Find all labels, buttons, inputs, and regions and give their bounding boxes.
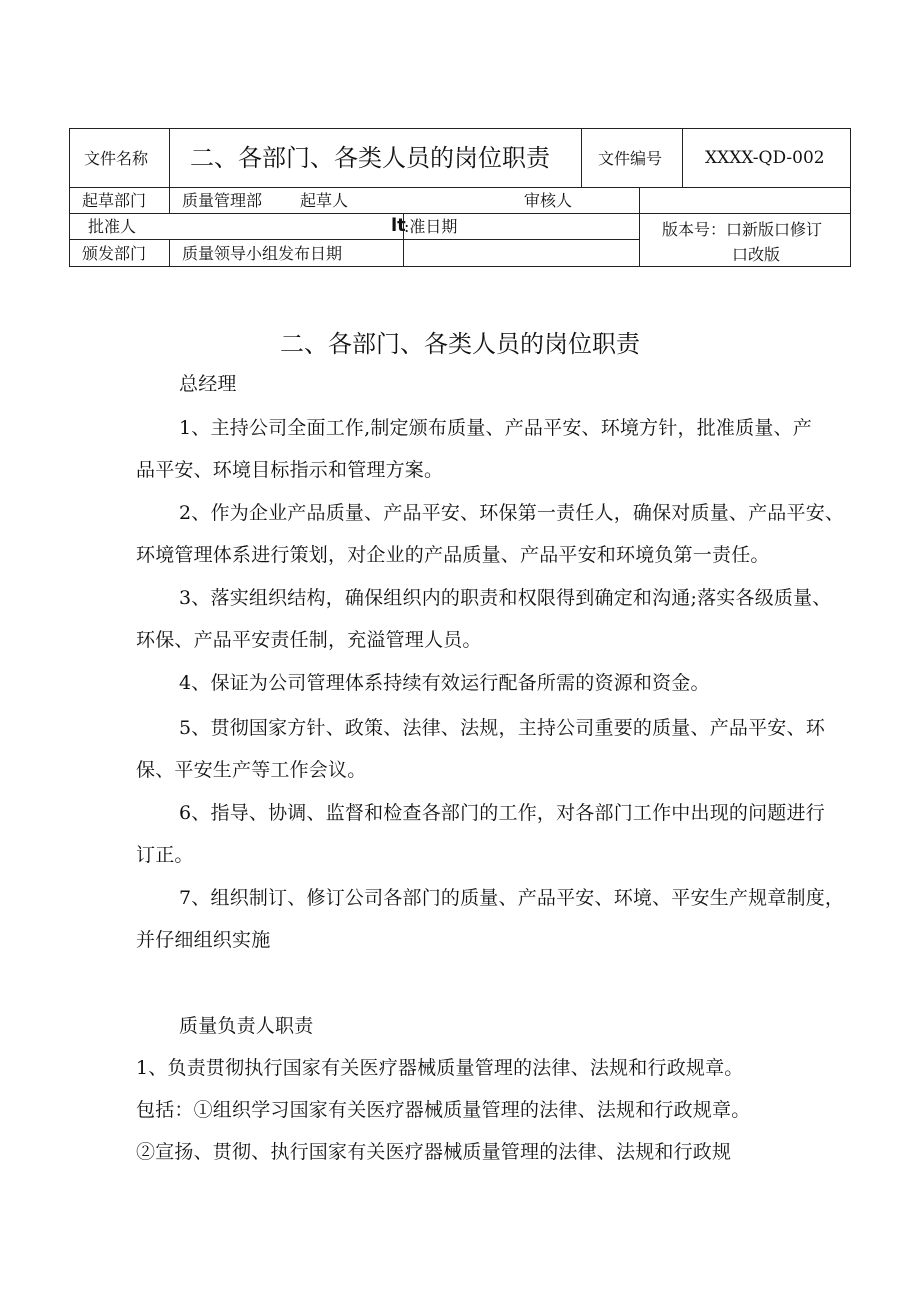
file-no-value: XXXX-QD-002 — [705, 148, 825, 168]
issue-dept-value: 质量领导小组发布日期 — [182, 244, 343, 263]
approver-cell — [69, 213, 404, 240]
draft-dept-value-cell — [169, 187, 640, 214]
gm-item-2-line-2: 环境管理体系进行策划，对企业的产品质量、产品平安和环境负第一责任。 — [136, 544, 770, 566]
file-no-value-cell — [682, 128, 851, 188]
qm-line-3: ②宣扬、贯彻、执行国家有关医疗器械质量管理的法律、法规和行政规 — [136, 1141, 732, 1163]
gm-item-1-line-1: 1、主持公司全面工作,制定颁布质量、产品平安、环境方针，批准质量、产 — [179, 417, 812, 439]
version-label-2: 口改版 — [732, 245, 781, 264]
draft-dept-label-cell — [69, 187, 170, 214]
approve-date-cell — [403, 213, 640, 240]
file-name-label-cell — [69, 128, 170, 188]
file-name-value-cell — [169, 128, 582, 188]
version-label: 版本号：口新版口修订 — [662, 220, 823, 239]
issue-dept-label-cell — [69, 239, 170, 267]
issue-dept-label: 颁发部门 — [82, 244, 147, 263]
gm-item-6-line-1: 6、指导、协调、监督和检查各部门的工作，对各部门工作中出现的问题进行 — [179, 802, 825, 824]
file-no-label-cell — [581, 128, 683, 188]
file-name-value: 二、各部门、各类人员的岗位职责 — [190, 144, 550, 172]
qm-line-1: 1、负责贯彻执行国家有关医疗器械质量管理的法律、法规和行政规章。 — [136, 1057, 744, 1079]
gm-item-6-line-2: 订正。 — [136, 844, 194, 866]
gm-item-1-line-2: 品平安、环境目标指示和管理方案。 — [136, 459, 444, 481]
gm-item-5-line-1: 5、贯彻国家方针、政策、法律、法规，主持公司重要的质量、产品平安、环 — [179, 717, 825, 739]
file-name-label: 文件名称 — [84, 149, 149, 168]
issue-date-cell — [403, 239, 640, 267]
document-title: 二、各部门、各类人员的岗位职责 — [280, 330, 640, 358]
approve-mark: lt — [391, 215, 406, 236]
document-header-table — [69, 128, 851, 267]
draft-dept-value: 质量管理部 — [182, 191, 263, 210]
gm-item-7-line-2: 并仔细组织实施 — [136, 929, 271, 951]
issue-dept-value-cell — [169, 239, 404, 267]
approve-date-label: :准日期 — [404, 217, 458, 236]
gm-item-7-line-1: 7、组织制订、修订公司各部门的质量、产品平安、环境、平安生产规章制度， — [179, 887, 845, 909]
gm-item-5-line-2: 保、平安生产等工作会议。 — [136, 759, 367, 781]
reviewer-label: 审核人 — [524, 191, 573, 210]
approver-label: 批准人 — [88, 217, 137, 236]
gm-item-3-line-1: 3、落实组织结构，确保组织内的职责和权限得到确定和沟通;落实各级质量、 — [179, 587, 832, 609]
draft-row-blank-cell — [639, 187, 851, 214]
qm-heading: 质量负责人职责 — [179, 1015, 314, 1037]
gm-heading: 总经理 — [179, 373, 237, 395]
drafter-label: 起草人 — [300, 191, 349, 210]
gm-item-3-line-2: 环保、产品平安责任制，充溢管理人员。 — [136, 629, 482, 651]
draft-dept-label: 起草部门 — [82, 191, 147, 210]
gm-item-2-line-1: 2、作为企业产品质量、产品平安、环保第一责任人，确保对质量、产品平安、 — [179, 502, 845, 524]
qm-line-2: 包括：①组织学习国家有关医疗器械质量管理的法律、法规和行政规章。 — [136, 1099, 751, 1121]
gm-item-4-line-1: 4、保证为公司管理体系持续有效运行配备所需的资源和资金。 — [179, 672, 710, 694]
version-cell — [639, 213, 851, 267]
file-no-label: 文件编号 — [598, 149, 663, 168]
